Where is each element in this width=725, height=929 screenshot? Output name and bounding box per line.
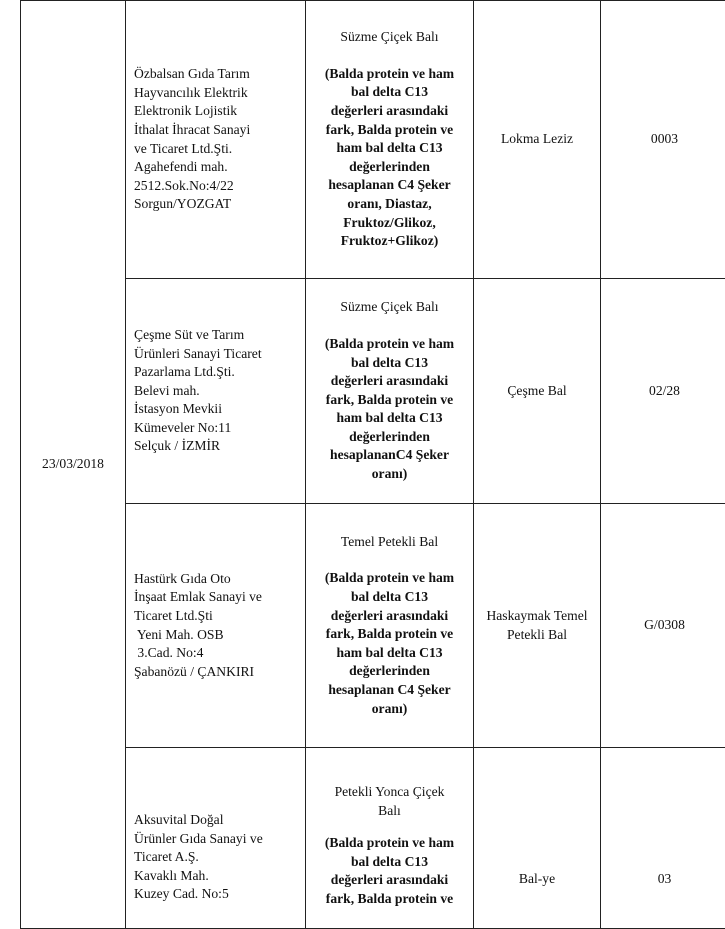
firm-line: Belevi mah. [134,382,305,401]
firm-line: Ticaret Ltd.Şti [134,607,305,626]
product-name: Temel Petekli Bal [306,533,473,552]
firm-cell [126,748,306,929]
date-text: 23/03/2018 [42,456,104,471]
firm-line: ve Ticaret Ltd.Şti. [134,140,305,159]
firm-line: Kavaklı Mah. [134,867,305,886]
product-cell [306,748,474,929]
test-parameters: (Balda protein ve ham bal delta C13 değerleri arasındaki fark, Balda protein ve ham bal delta C13 değerlerinden hesaplananC4 Şeker oranı) [306,335,473,484]
firm-line: Elektronik Lojistik [134,102,305,121]
lot-cell [601,279,725,504]
firm-line: Özbalsan Gıda Tarım [134,65,305,84]
firm-line: Yeni Mah. OSB [134,626,305,645]
firm-line: İthalat İhracat Sanayi [134,121,305,140]
firm-line: Kuzey Cad. No:5 [134,885,305,904]
firm-address [134,570,305,682]
firm-line: Ürünleri Sanayi Ticaret [134,345,305,364]
brand-name: Haskaymak Temel Petekli Bal [474,607,600,644]
brand-name: Bal-ye [474,748,600,889]
lot-number: 03 [601,748,725,889]
results-table [20,0,725,929]
product-cell [306,1,474,279]
firm-line: Sorgun/YOZGAT [134,195,305,214]
firm-address [134,748,305,904]
product-cell [306,504,474,748]
brand-cell [474,504,601,748]
firm-line: İnşaat Emlak Sanayi ve [134,588,305,607]
product-name: Süzme Çiçek Balı [306,28,473,47]
brand-cell [474,748,601,929]
firm-line: Kümeveler No:11 [134,419,305,438]
firm-line: 2512.Sok.No:4/22 [134,177,305,196]
brand-cell [474,279,601,504]
firm-address [134,326,305,456]
table-row [21,748,725,929]
test-parameters: (Balda protein ve ham bal delta C13 değerleri arasındaki fark, Balda protein ve ham bal delta C13 değerlerinden hesaplanan C4 Şeker oranı) [306,569,473,718]
brand-name: Lokma Leziz [474,130,600,149]
firm-line: Ürünler Gıda Sanayi ve [134,830,305,849]
product-name: Petekli Yonca Çiçek Balı [306,783,473,820]
lot-cell [601,748,725,929]
firm-line: Şabanözü / ÇANKIRI [134,663,305,682]
product-name: Süzme Çiçek Balı [306,298,473,317]
table-row [21,504,725,748]
firm-line: Ticaret A.Ş. [134,848,305,867]
firm-cell [126,279,306,504]
lot-cell [601,1,725,279]
firm-line: Pazarlama Ltd.Şti. [134,363,305,382]
firm-line: Hastürk Gıda Oto [134,570,305,589]
lot-number: G/0308 [601,616,725,635]
table-row [21,279,725,504]
brand-name: Çeşme Bal [474,382,600,401]
firm-cell [126,1,306,279]
firm-line: Hayvancılık Elektrik [134,84,305,103]
lot-number: 0003 [601,130,725,149]
firm-line: İstasyon Mevkii [134,400,305,419]
firm-line: Aksuvital Doğal [134,811,305,830]
lot-cell [601,504,725,748]
brand-cell [474,1,601,279]
firm-line: Çeşme Süt ve Tarım [134,326,305,345]
firm-line: Agahefendi mah. [134,158,305,177]
test-parameters: (Balda protein ve ham bal delta C13 değerleri arasındaki fark, Balda protein ve [306,834,473,908]
table-row [21,1,725,279]
lot-number: 02/28 [601,382,725,401]
firm-line: 3.Cad. No:4 [134,644,305,663]
firm-line: Selçuk / İZMİR [134,437,305,456]
product-cell [306,279,474,504]
firm-cell [126,504,306,748]
firm-address [134,65,305,214]
test-parameters: (Balda protein ve ham bal delta C13 değerleri arasındaki fark, Balda protein ve ham bal delta C13 değerlerinden hesaplanan C4 Şeker oranı, Diastaz, Fruktoz/Glikoz, Fruktoz+Glikoz) [306,65,473,251]
date-cell [21,1,126,929]
